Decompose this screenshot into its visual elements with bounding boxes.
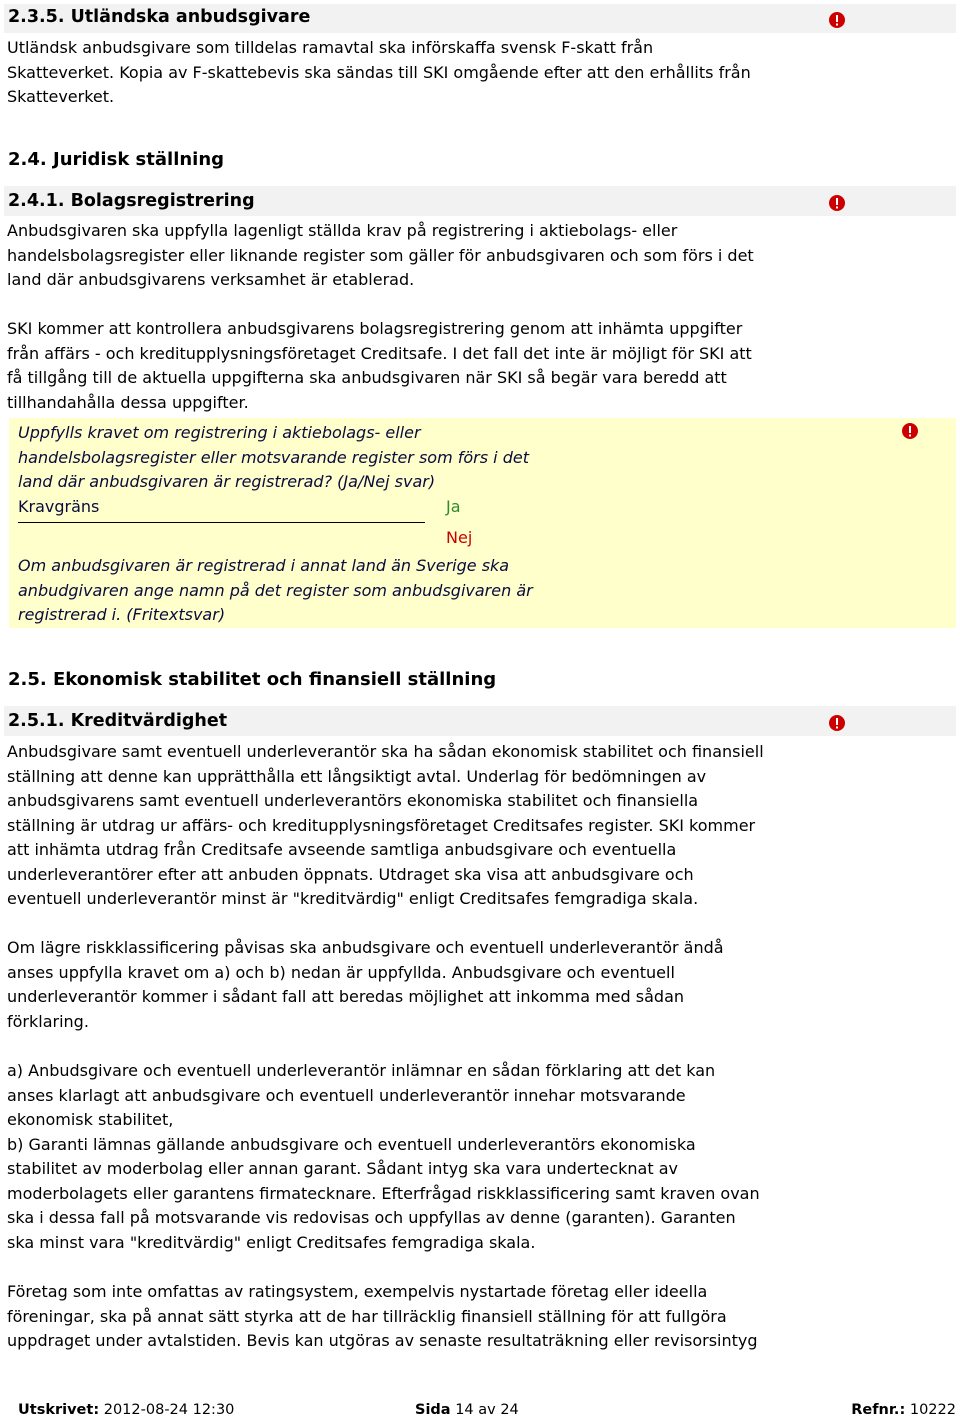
warning-icon xyxy=(828,714,846,732)
footer-page: Sida 14 av 24 xyxy=(415,1402,519,1418)
paragraph: Om lägre riskklassificering påvisas ska anbudsgivare och eventuell underleverantör ändå anses uppfylla kravet om a) och b) nedan är uppfyllda. Anbudsgivare och eventuell underleverantör kommer i sådant fall att beredas möjlighet att inkomma med sådan förklaring. xyxy=(7,938,724,1031)
paragraph: Utländsk anbudsgivare som tilldelas ramavtal ska införskaffa svensk F-skatt från Skatteverket. Kopia av F-skattebevis ska sändas till SKI omgående efter att den erhållits från Skatteverket. xyxy=(7,38,751,106)
section-heading-2-5: 2.5. Ekonomisk stabilitet och finansiell ställning xyxy=(8,669,497,690)
section-heading-2-4: 2.4. Juridisk ställning xyxy=(8,149,225,170)
paragraph: Företag som inte omfattas av ratingsystem, exempelvis nystartade företag eller ideella föreningar, ska på annat sätt styrka att de har tillräcklig finansiell ställning för att fullgöra uppdraget under avtalstiden. Bevis kan utgöras av senaste resultaträkning eller revisorsintyg xyxy=(7,1282,758,1350)
warning-icon xyxy=(828,11,846,29)
requirement-question: Uppfylls kravet om registrering i aktiebolags- eller handelsbolagsregister eller motsvarande register som förs i det land där anbudsgivaren är registrerad? (Ja/Nej svar) xyxy=(18,423,529,491)
section-heading-2-3-5: 2.3.5. Utländska anbudsgivare xyxy=(8,7,311,27)
warning-icon xyxy=(828,194,846,212)
requirement-followup: Om anbudsgivaren är registrerad i annat land än Sverige ska anbudgivaren ange namn på det register som anbudsgivaren är registrerad i. (Fritextsvar) xyxy=(18,556,533,624)
paragraph: Anbudsgivaren ska uppfylla lagenligt ställda krav på registrering i aktiebolags- eller handelsbolagsregister eller liknande register som gäller för anbudsgivaren och som förs i det land där anbudsgivarens verksamhet är etablerad. xyxy=(7,221,754,289)
section-heading-2-5-1: 2.5.1. Kreditvärdighet xyxy=(8,711,228,731)
divider xyxy=(18,522,425,523)
section-heading-2-4-1: 2.4.1. Bolagsregistrering xyxy=(8,191,255,211)
paragraph: a) Anbudsgivare och eventuell underleverantör inlämnar en sådan förklaring att det kan anses klarlagt att anbudsgivare och eventuell underleverantör innehar motsvarande ekonomisk stabilitet, b) Garanti lämnas gällande anbudsgivare och eventuell underleverantörs ekonomiska stabilitet av moderbolag eller annan garant. Sådant intyg ska vara undertecknat av moderbolagets eller garantens firmatecknare. Efterfrågad riskklassificering samt kraven ovan ska i dessa fall på motsvarande vis redovisas och uppfyllas av denne (garanten). Garanten ska minst vara "kreditvärdig" enligt Creditsafes femgradiga skala. xyxy=(7,1061,760,1252)
paragraph: Anbudsgivare samt eventuell underleverantör ska ha sådan ekonomisk stabilitet och finansiell ställning att denne kan upprätthålla ett långsiktigt avtal. Underlag för bedömningen av anbudsgivarens samt eventuell underleverantörs ekonomiska stabilitet och finansiella ställning är utdrag ur affärs- och kreditupplysningsföretaget Creditsafes register. SKI kommer att inhämta utdrag från Creditsafe avseende samtliga anbudsgivare och eventuella underleverantörer efter att anbuden öppnats. Utdraget ska visa att anbudsgivare och eventuell underleverantör minst är "kreditvärdig" enligt Creditsafes femgradiga skala. xyxy=(7,742,764,908)
kravgrans-label: Kravgräns xyxy=(18,497,100,516)
warning-icon xyxy=(901,422,919,440)
answer-yes[interactable]: Ja xyxy=(446,497,461,516)
paragraph: SKI kommer att kontrollera anbudsgivarens bolagsregistrering genom att inhämta uppgifter från affärs - och kreditupplysningsföretaget Creditsafe. I det fall det inte är möjligt för SKI att få tillgång till de aktuella uppgifterna ska anbudsgivaren när SKI så begär vara beredd att tillhandahålla dessa uppgifter. xyxy=(7,319,752,412)
answer-no[interactable]: Nej xyxy=(446,528,473,547)
footer-ref: Refnr.: 10222 xyxy=(851,1402,956,1418)
footer-printed: Utskrivet: 2012-08-24 12:30 xyxy=(18,1402,235,1418)
